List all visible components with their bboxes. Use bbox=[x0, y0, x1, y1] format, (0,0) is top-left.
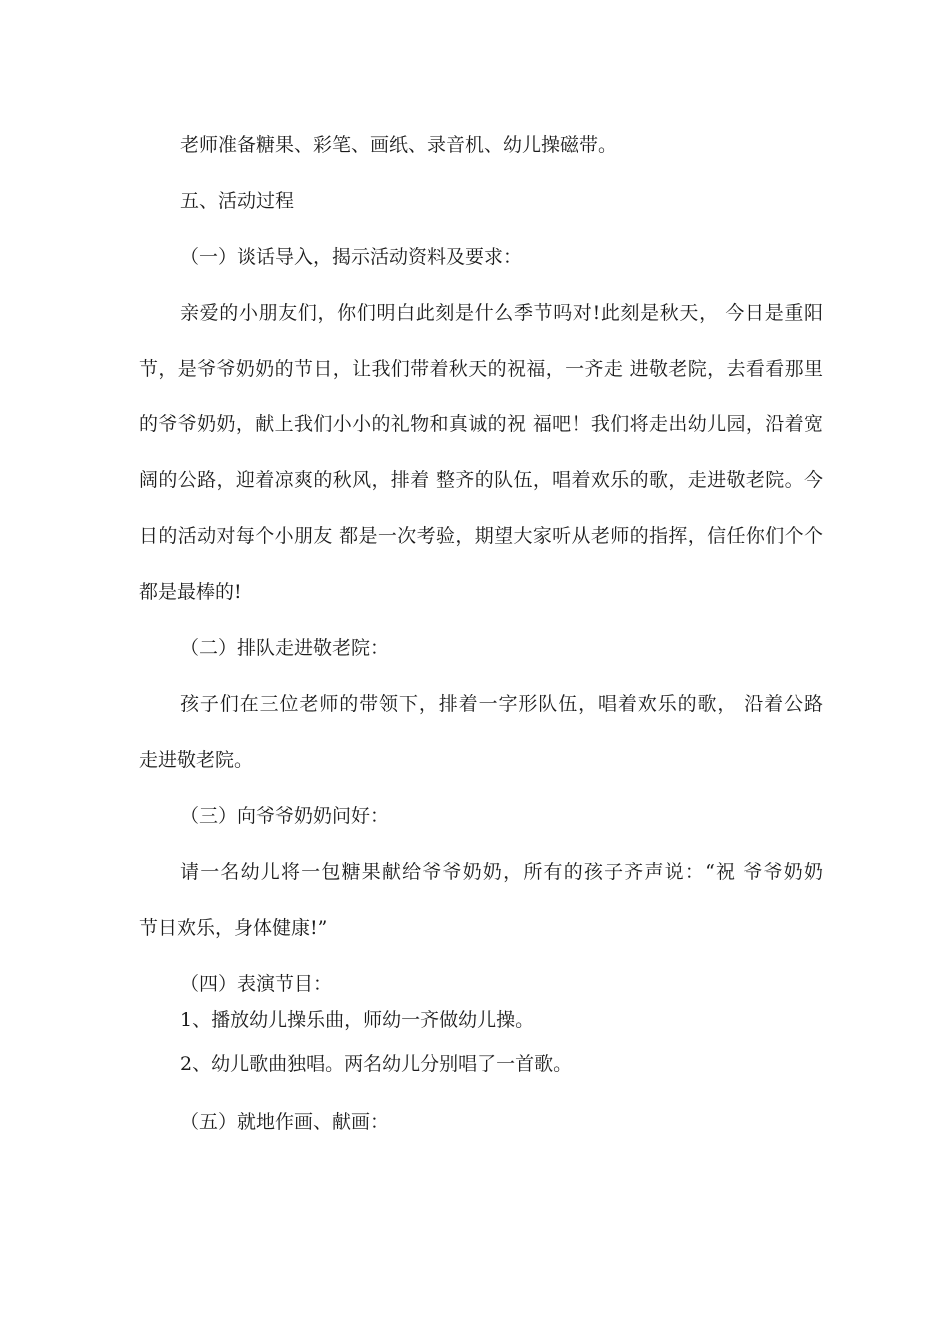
sub4-item-2: 2、幼儿歌曲独唱。两名幼儿分别唱了一首歌。 bbox=[180, 1053, 573, 1075]
sub2-para-line-2: 走进敬老院。 bbox=[139, 749, 254, 771]
sub3-para-line-2: 节日欢乐，身体健康!” bbox=[139, 917, 328, 939]
sub2-heading: （二）排队走进敬老院： bbox=[180, 637, 390, 659]
materials-text: 老师准备糖果、彩笔、画纸、录音机、幼儿操磁带。 bbox=[180, 134, 618, 156]
sub1-para-line-3: 的爷爷奶奶，献上我们小小的礼物和真诚的祝 福吧！我们将走出幼儿园，沿着宽 bbox=[139, 413, 823, 435]
sub1-heading: （一）谈话导入，揭示活动资料及要求： bbox=[180, 246, 523, 268]
sub1-para-line-2: 节，是爷爷奶奶的节日，让我们带着秋天的祝福，一齐走 进敬老院，去看看那里 bbox=[139, 358, 823, 380]
sub3-heading: （三）向爷爷奶奶问好： bbox=[180, 805, 390, 827]
sub1-para-line-5: 日的活动对每个小朋友 都是一次考验，期望大家听从老师的指挥，信任你们个个 bbox=[139, 525, 823, 547]
sub4-item-1: 1、播放幼儿操乐曲，师幼一齐做幼儿操。 bbox=[180, 1009, 535, 1031]
section5-heading: 五、活动过程 bbox=[180, 190, 295, 212]
sub1-para-line-4: 阔的公路，迎着凉爽的秋风，排着 整齐的队伍，唱着欢乐的歌，走进敬老院。今 bbox=[139, 469, 823, 491]
sub1-para-line-6: 都是最棒的! bbox=[139, 581, 242, 603]
sub1-para-line-1: 亲爱的小朋友们，你们明白此刻是什么季节吗对!此刻是秋天， 今日是重阳 bbox=[180, 302, 823, 324]
sub2-para-line-1: 孩子们在三位老师的带领下，排着一字形队伍，唱着欢乐的歌， 沿着公路 bbox=[180, 693, 823, 715]
sub5-heading: （五）就地作画、献画： bbox=[180, 1111, 390, 1133]
sub3-para-line-1: 请一名幼儿将一包糖果献给爷爷奶奶，所有的孩子齐声说：“祝 爷爷奶奶 bbox=[180, 861, 823, 883]
sub4-heading: （四）表演节目： bbox=[180, 973, 333, 995]
